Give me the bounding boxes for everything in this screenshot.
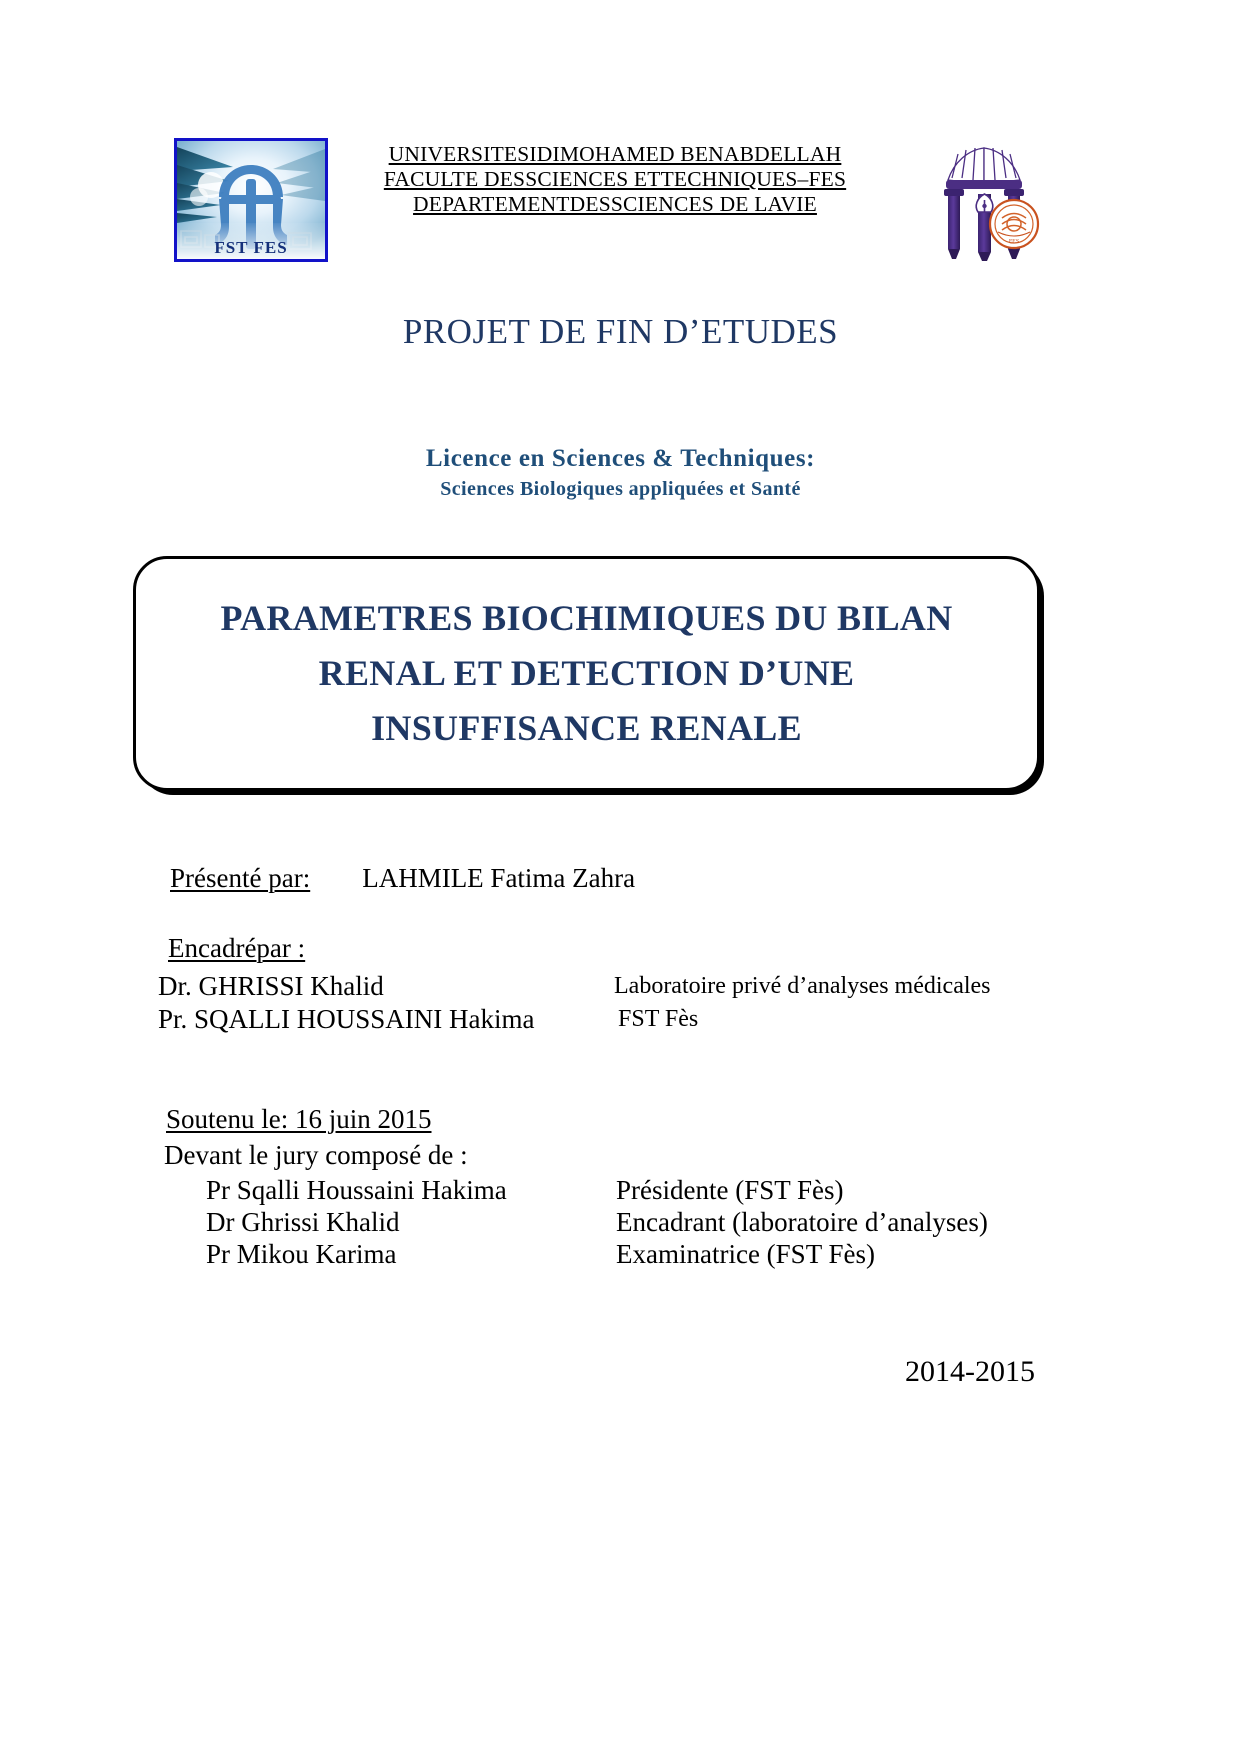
fst-fes-logo-label: FST FES (214, 238, 288, 257)
institution-line-2: FACULTE DESSCIENCES ETTECHNIQUES–FES (383, 167, 847, 191)
author-label: Présenté par: (170, 863, 311, 893)
defense-date: Soutenu le: 16 juin 2015 (166, 1104, 432, 1134)
jury-member-name: Pr Mikou Karima (206, 1239, 397, 1269)
degree-line-2: Sciences Biologiques appliquées et Santé (440, 478, 801, 500)
jury-row (206, 1239, 1106, 1271)
jury-member-role: Examinatrice (FST Fès) (616, 1239, 875, 1269)
jury-row (206, 1207, 1106, 1239)
supervisor-affiliation: FST Fès (618, 1006, 699, 1032)
supervisor-row (158, 1004, 1058, 1037)
supervisor-list (158, 971, 1058, 1037)
degree-line-1: Licence en Sciences & Techniques: (425, 445, 816, 472)
supervision-label: Encadrépar : (168, 933, 306, 963)
jury-label: Devant le jury composé de : (164, 1140, 468, 1170)
institution-line-1: UNIVERSITESIDIMOHAMED BENABDELLAH (388, 142, 842, 166)
supervisor-affiliation: Laboratoire privé d’analyses médicales (614, 973, 991, 999)
jury-list (206, 1175, 1106, 1271)
academic-year: 2014-2015 (905, 1355, 1035, 1388)
author-row (170, 863, 635, 894)
institution-line-3: DEPARTEMENTDESSCIENCES DE LAVIE (413, 192, 817, 216)
jury-row (206, 1175, 1106, 1207)
supervisor-name: Pr. SQALLI HOUSSAINI Hakima (158, 1004, 535, 1034)
supervisor-name: Dr. GHRISSI Khalid (158, 971, 384, 1001)
title-line-2: RENAL ET DETECTION D’UNE (318, 653, 855, 693)
supervisor-row (158, 971, 1058, 1004)
document-kind: PROJET DE FIN D’ETUDES (402, 312, 839, 351)
author-name: LAHMILE Fatima Zahra (362, 863, 636, 893)
title-line-1: PARAMETRES BIOCHIMIQUES DU BILAN (220, 598, 953, 638)
svg-text:FES: FES (1008, 239, 1020, 245)
jury-member-role: Encadrant (laboratoire d’analyses) (616, 1207, 988, 1237)
jury-member-name: Pr Sqalli Houssaini Hakima (206, 1175, 507, 1205)
title-line-3: INSUFFISANCE RENALE (371, 708, 802, 748)
jury-member-role: Présidente (FST Fès) (616, 1175, 844, 1205)
jury-member-name: Dr Ghrissi Khalid (206, 1207, 400, 1237)
